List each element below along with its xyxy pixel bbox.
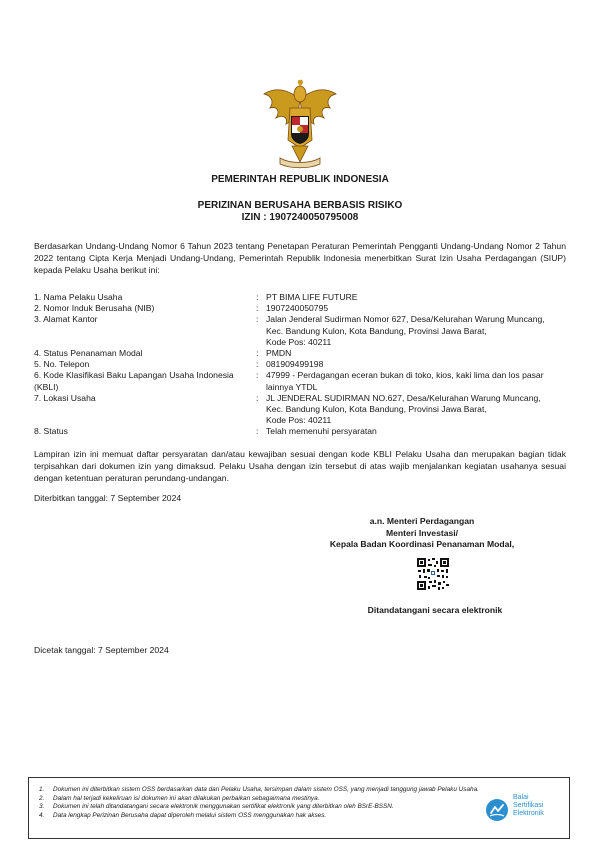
value-line: 081909499198 [266, 359, 324, 370]
note-text: Data lengkap Perizinan Berusaha dapat diperoleh melalui sistem OSS menggunakan hak akses. [53, 811, 327, 819]
note-number: 4. [39, 811, 45, 819]
field-colon: : [256, 348, 259, 359]
value-line: JL JENDERAL SUDIRMAN NO.627, Desa/Kelurahan Warung Muncang, [266, 392, 541, 403]
value-line: Kec. Bandung Kulon, Kota Bandung, Provinsi Jawa Barat, [266, 404, 487, 415]
field-colon: : [256, 359, 259, 370]
value-line: PMDN [266, 348, 292, 359]
value-line: Jalan Jenderal Sudirman Nomor 627, Desa/Kelurahan Warung Muncang, [266, 314, 545, 325]
field-value [266, 359, 574, 370]
footer-note [39, 786, 497, 795]
permit-number: IZIN : 1907240050795008 [241, 212, 359, 223]
business-details [34, 292, 574, 438]
field-value [266, 314, 574, 348]
note-number: 2. [39, 794, 45, 802]
electronic-signature-note: Ditandatangani secara elektronik [367, 605, 503, 615]
note-text: Dokumen ini telah ditandatangani secara elektronik menggunakan sertifikat elektronik yang diterbitkan oleh BSrE-BSSN. [53, 803, 394, 811]
note-number: 1. [39, 786, 45, 793]
printed-date: Dicetak tanggal: 7 September 2024 [34, 645, 169, 655]
bse-line: Balai [513, 794, 529, 801]
bse-wordmark [513, 794, 544, 819]
footer-note [39, 812, 497, 821]
bse-line: Sertifikasi [513, 802, 544, 810]
value-line: PT BIMA LIFE FUTURE [266, 292, 358, 302]
government-title: PEMERINTAH REPUBLIK INDONESIA [211, 174, 389, 185]
value-line: Kode Pos: 40211 [266, 415, 332, 426]
field-colon: : [256, 392, 259, 403]
footer-notes [39, 786, 497, 820]
field-label: 5. No. Telepon [34, 359, 90, 370]
value-line: lainnya YTDL [266, 381, 318, 392]
field-label: 4. Status Penanaman Modal [34, 348, 143, 359]
field-row [34, 303, 574, 314]
field-value [266, 370, 574, 392]
signatory-line: a.n. Menteri Perdagangan [369, 516, 475, 526]
signatory-block [300, 516, 544, 551]
field-row [34, 359, 574, 370]
footer-notes-box [28, 777, 570, 839]
field-colon: : [256, 370, 259, 381]
field-label: 6. Kode Klasifikasi Baku Lapangan Usaha Indonesia (KBLI) [34, 370, 234, 392]
attachment-paragraph: Lampiran izin ini memuat daftar persyaratan dan/atau kewajiban sesuai dengan kode KBLI Pelaku Usaha dan merupakan bagian tidak terpisahkan dari dokumen izin yang dimaksud. Pelaku Usaha dengan izin tersebut di atas wajib menjalankan kegiatan usahanya sesuai dengan ketentuan peraturan perundang-undangan. [34, 449, 566, 484]
field-row [34, 314, 574, 348]
signatory-line: Menteri Investasi/ [385, 527, 459, 538]
note-text: Dokumen ini diterbitkan sistem OSS berdasarkan data dari Pelaku Usaha, tersimpan dalam sistem OSS, yang menjadi tanggung jawab Pelaku Usaha. [53, 786, 479, 793]
field-label: 2. Nomor Induk Berusaha (NIB) [34, 303, 155, 314]
field-label: 1. Nama Pelaku Usaha [34, 292, 123, 302]
field-row [34, 348, 574, 359]
qr-code-icon [416, 557, 450, 591]
value-line: Telah memenuhi persyaratan [266, 426, 377, 437]
note-number: 3. [39, 803, 45, 811]
note-text: Dalam hal terjadi kekeliruan isi dokumen ini akan dilakukan perbaikan sebagaimana mestinya. [53, 794, 320, 802]
intro-paragraph: Berdasarkan Undang-Undang Nomor 6 Tahun 2023 tentang Penetapan Peraturan Pemerintah Pengganti Undang-Undang Nomor 2 Tahun 2022 tentang Cipta Kerja Menjadi Undang-Undang, Pemerintah Republik Indonesia menerbitkan Surat Izin Usaha Perdagangan (SIUP) kepada Pelaku Usaha berikut ini: [34, 241, 566, 276]
field-colon: : [256, 292, 259, 302]
field-colon: : [256, 303, 259, 314]
field-row [34, 292, 574, 303]
field-value [266, 393, 574, 427]
field-row [34, 426, 574, 437]
value-line: Kec. Bandung Kulon, Kota Bandung, Provinsi Jawa Barat, [266, 325, 487, 336]
value-line: 1907240050795 [266, 303, 329, 314]
value-line: 47999 - Perdagangan eceran bukan di toko, kios, kaki lima dan los pasar [266, 370, 544, 381]
signatory-line: Kepala Badan Koordinasi Penanaman Modal, [329, 539, 515, 549]
footer-note [39, 795, 497, 804]
field-row [34, 393, 574, 427]
garuda-emblem-icon [262, 78, 338, 170]
field-value [266, 348, 574, 359]
issued-date: Diterbitkan tanggal: 7 September 2024 [34, 493, 182, 503]
permit-title: PERIZINAN BERUSAHA BERBASIS RISIKO [197, 200, 403, 211]
footer-note [39, 803, 497, 812]
field-label: 3. Alamat Kantor [34, 314, 98, 325]
field-colon: : [256, 426, 259, 437]
field-value [266, 426, 574, 437]
field-row [34, 370, 574, 392]
bse-logo-icon [485, 798, 509, 822]
bse-line: Elektronik [513, 810, 544, 818]
bse-brand [485, 794, 565, 830]
field-value [266, 303, 574, 314]
field-label: 7. Lokasi Usaha [34, 392, 96, 403]
field-colon: : [256, 314, 259, 325]
field-label: 8. Status [34, 426, 68, 437]
field-value [266, 292, 574, 303]
value-line: Kode Pos: 40211 [266, 336, 332, 347]
